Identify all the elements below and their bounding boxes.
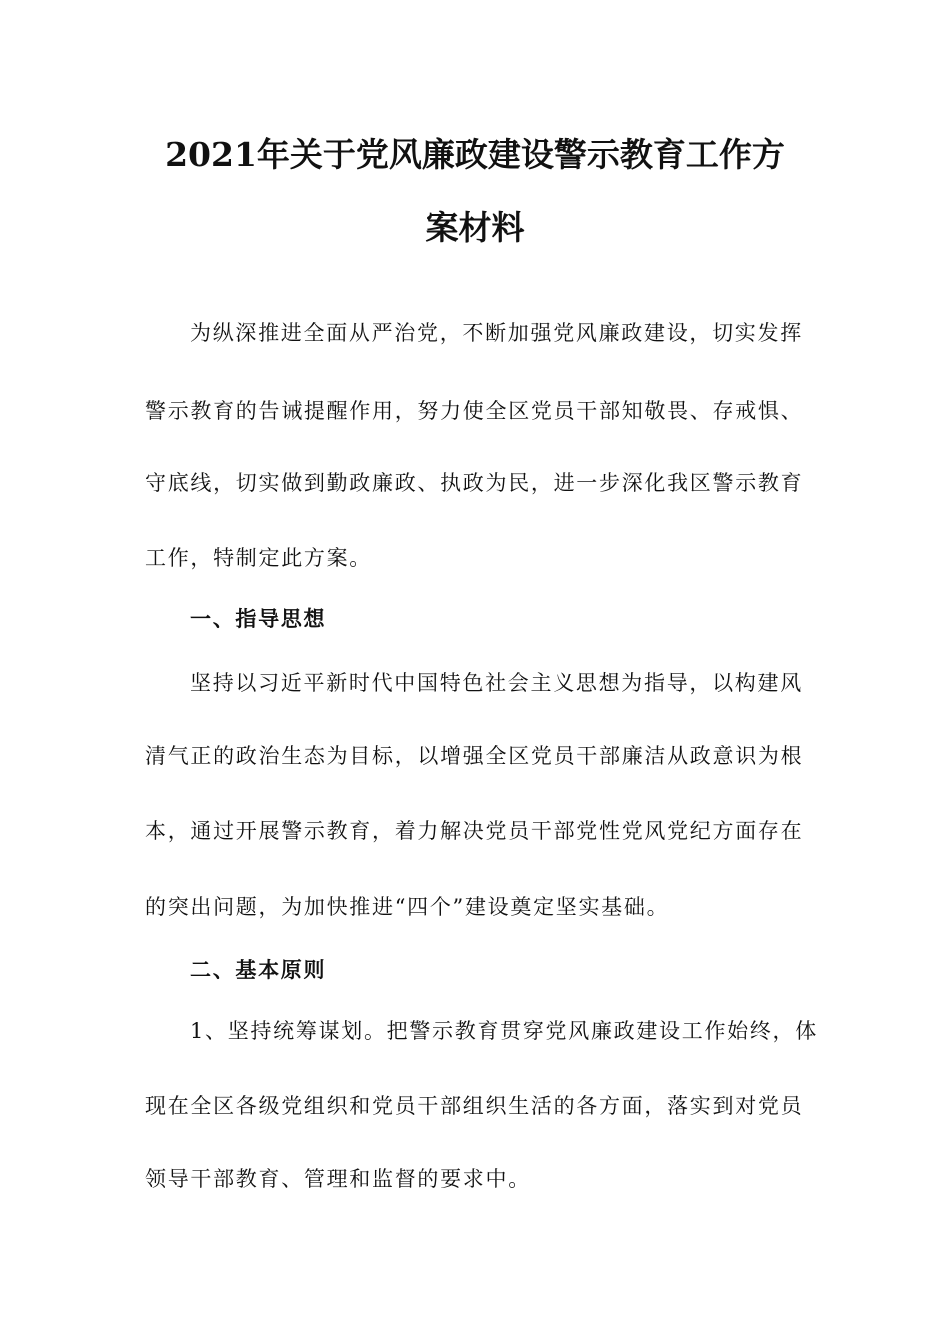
section1-line-2: 清气正的政治生态为目标，以增强全区党员干部廉洁从政意识为根 [145, 744, 804, 768]
intro-line-4: 工作，特制定此方案。 [145, 546, 372, 570]
intro-line-3: 守底线，切实做到勤政廉政、执政为民，进一步深化我区警示教育 [145, 471, 804, 495]
intro-line-2: 警示教育的告诫提醒作用，努力使全区党员干部知敬畏、存戒惧、 [145, 399, 804, 423]
section1-line-1: 坚持以习近平新时代中国特色社会主义思想为指导，以构建风 [190, 671, 803, 695]
section1-line-3: 本，通过开展警示教育，着力解决党员干部党性党风党纪方面存在 [145, 819, 804, 843]
section1-line-4: 的突出问题，为加快推进“四个”建设奠定坚实基础。 [145, 895, 670, 919]
section2-line-3: 领导干部教育、管理和监督的要求中。 [145, 1167, 531, 1191]
section2-line-2: 现在全区各级党组织和党员干部组织生活的各方面，落实到对党员 [145, 1094, 804, 1118]
section2-line-1: 1、坚持统筹谋划。把警示教育贯穿党风廉政建设工作始终，体 [190, 1019, 818, 1043]
section-heading-basic-principles: 二、基本原则 [190, 957, 327, 982]
intro-line-1: 为纵深推进全面从严治党，不断加强党风廉政建设，切实发挥 [190, 321, 803, 345]
section-heading-guiding-ideology: 一、指导思想 [190, 606, 327, 631]
document-title-line-1: 2021年关于党风廉政建设警示教育工作方 [165, 135, 785, 174]
document-title-line-2: 案材料 [425, 208, 525, 247]
